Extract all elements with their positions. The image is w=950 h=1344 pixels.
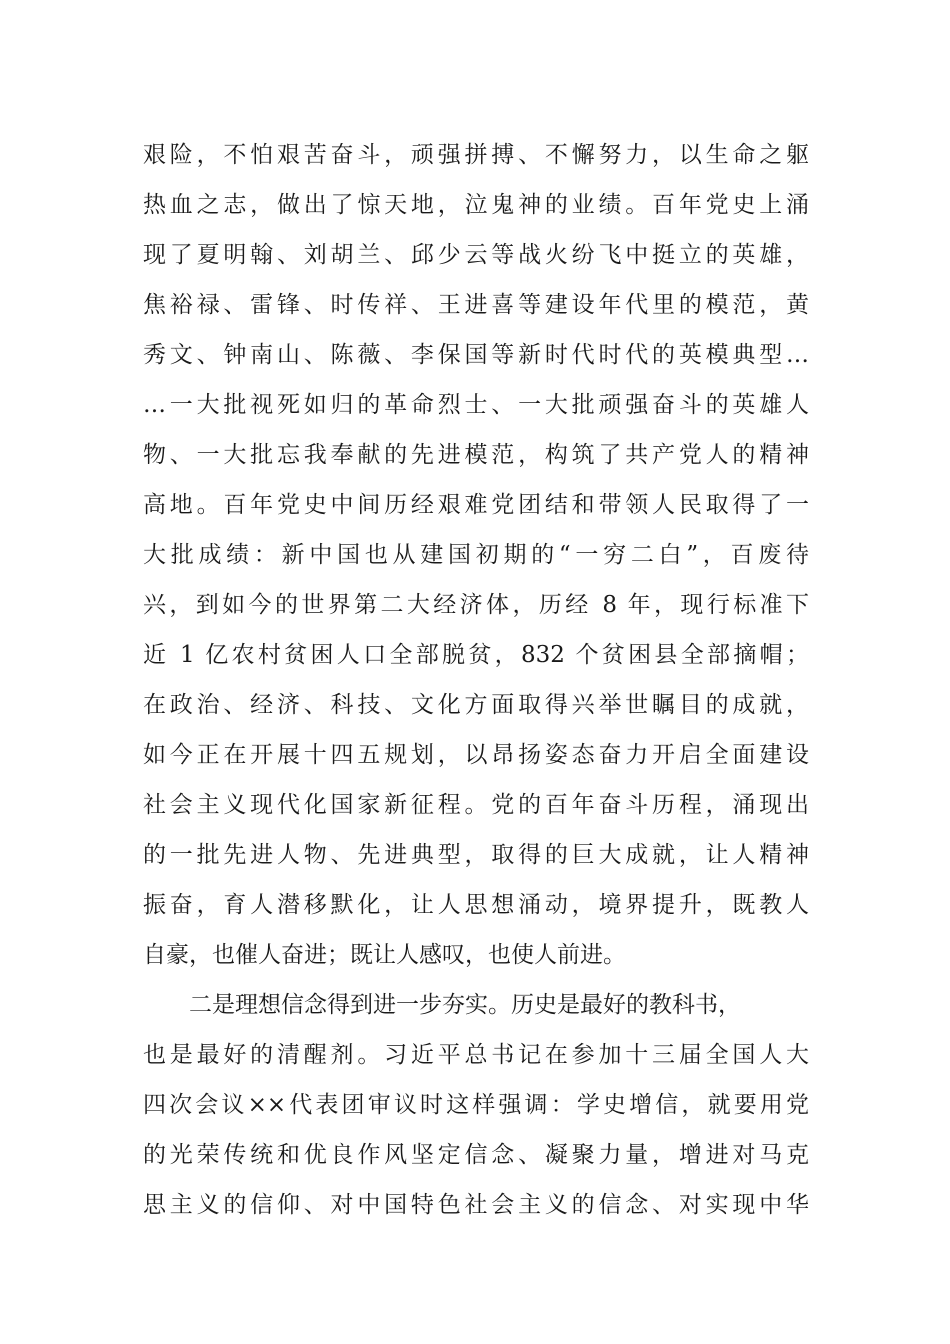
paragraph-line: 物、一大批忘我奉献的先进模范，构筑了共产党人的精神: [143, 442, 809, 468]
paragraph-line: 的光荣传统和优良作风坚定信念、凝聚力量，增进对马克: [143, 1142, 809, 1168]
paragraph-line: 在政治、经济、科技、文化方面取得兴举世瞩目的成就，: [143, 692, 809, 718]
paragraph-line: 的一批先进人物、先进典型，取得的巨大成就，让人精神: [143, 842, 809, 868]
paragraph-line: 焦裕禄、雷锋、时传祥、王进喜等建设年代里的模范，黄: [143, 292, 809, 318]
paragraph-line: 兴，到如今的世界第二大经济体，历经 8 年，现行标准下: [143, 592, 809, 618]
document-body: [143, 130, 809, 1230]
paragraph-2: [143, 980, 809, 1230]
paragraph-line: 社会主义现代化国家新征程。党的百年奋斗历程，涌现出: [143, 792, 809, 818]
paragraph-line: 自豪，也催人奋进；既让人感叹，也使人前进。: [143, 942, 626, 968]
paragraph-line: 秀文、钟南山、陈薇、李保国等新时代时代的英模典型…: [143, 342, 809, 368]
paragraph-line: 现了夏明翰、刘胡兰、邱少云等战火纷飞中挺立的英雄，: [143, 242, 809, 268]
paragraph-line: 四次会议××代表团审议时这样强调：学史增信，就要用党: [143, 1092, 809, 1118]
paragraph-line: 思主义的信仰、对中国特色社会主义的信念、对实现中华: [143, 1192, 809, 1218]
paragraph-line: 大批成绩：新中国也从建国初期的“一穷二白”，百废待: [143, 542, 809, 568]
paragraph-line: 二是理想信念得到进一步夯实。历史是最好的教科书，: [189, 992, 741, 1018]
paragraph-line: 如今正在开展十四五规划，以昂扬姿态奋力开启全面建设: [143, 742, 809, 768]
paragraph-1: [143, 130, 809, 980]
paragraph-line: 近 1 亿农村贫困人口全部脱贫，832 个贫困县全部摘帽；: [143, 642, 809, 668]
paragraph-line: 热血之志，做出了惊天地，泣鬼神的业绩。百年党史上涌: [143, 192, 809, 218]
paragraph-line: …一大批视死如归的革命烈士、一大批顽强奋斗的英雄人: [143, 392, 809, 418]
paragraph-line: 高地。百年党史中间历经艰难党团结和带领人民取得了一: [143, 492, 809, 518]
paragraph-line: 振奋，育人潜移默化，让人思想涌动，境界提升，既教人: [143, 892, 809, 918]
paragraph-line: 艰险，不怕艰苦奋斗，顽强拼搏、不懈努力，以生命之躯: [143, 142, 809, 168]
paragraph-line: 也是最好的清醒剂。习近平总书记在参加十三届全国人大: [143, 1042, 809, 1068]
